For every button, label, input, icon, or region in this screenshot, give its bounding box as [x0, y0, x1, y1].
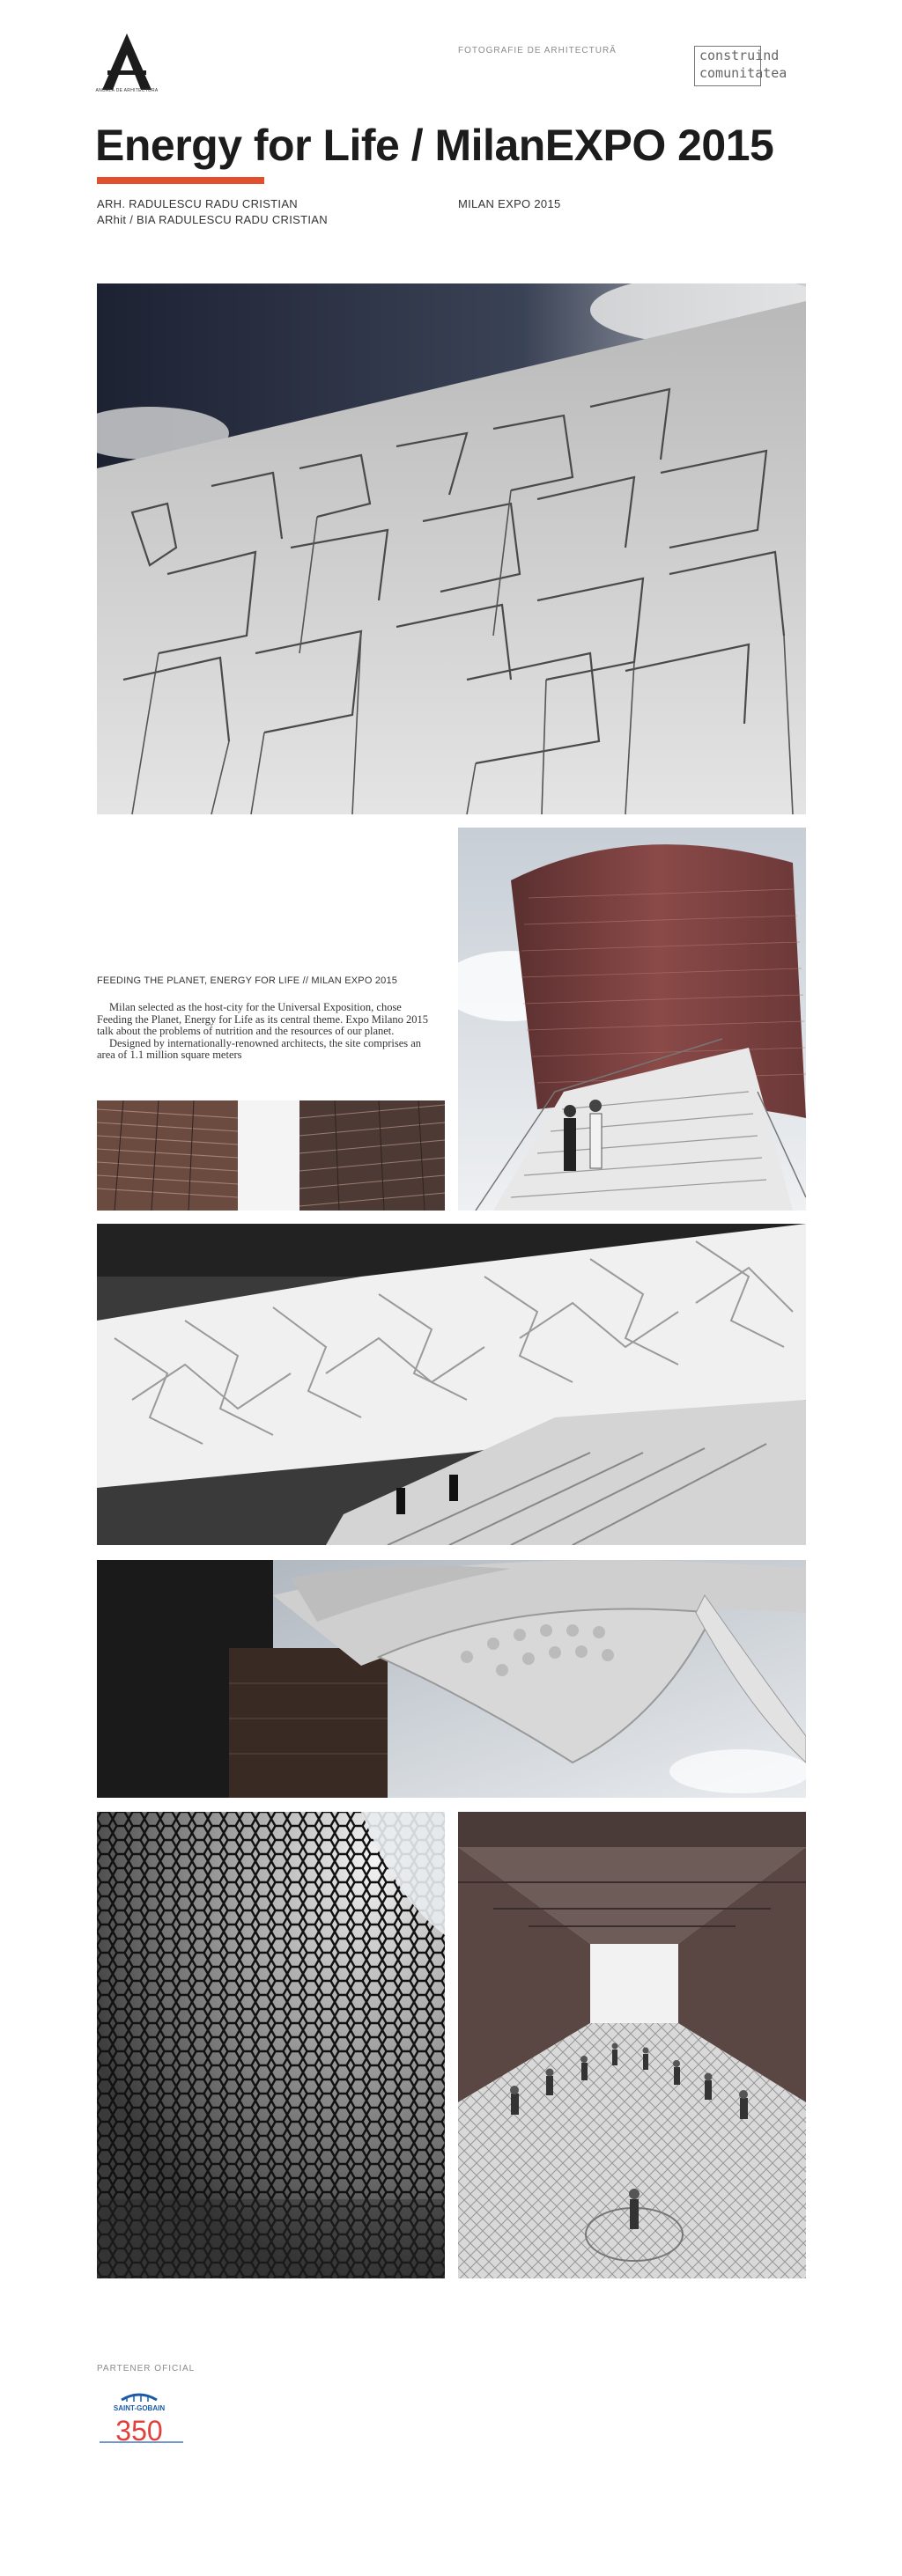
photo-copper-pavilion — [458, 828, 806, 1211]
photo-canopy-structures — [97, 1560, 806, 1798]
body-text — [97, 1002, 436, 1062]
photo-lattice-pavilion — [97, 1224, 806, 1545]
author-line-2: ARhit / BIA RADULESCU RADU CRISTIAN — [97, 213, 328, 226]
category-label: FOTOGRAFIE DE ARHITECTURĂ — [458, 46, 617, 55]
photo-facade-lettering — [97, 283, 806, 814]
sponsor-number: 350 — [115, 2415, 163, 2447]
author-line-1: ARH. RADULESCU RADU CRISTIAN — [97, 197, 298, 210]
partner-logo-line2: comunitatea — [699, 65, 787, 81]
body-paragraph-1: Milan selected as the host-city for the Universal Exposition, chose Feeding the Planet, Energy for Life as its central theme. Expo Milano 2015 talk about the problems of nutrition and the resources of our planet. — [97, 1001, 429, 1037]
partner-label: PARTENER OFICIAL — [97, 2364, 196, 2374]
construind-comunitatea-logo — [694, 46, 787, 86]
title-underline — [97, 177, 264, 184]
photo-net-walkway — [458, 1812, 806, 2278]
anuala-logo-icon — [95, 32, 159, 93]
photo-hive-mesh — [97, 1812, 445, 2278]
saint-gobain-350-logo — [95, 2388, 201, 2449]
photo-louver-facade — [97, 1100, 445, 1211]
logo-caption: ANUALA DE ARHITECTURA — [95, 88, 159, 93]
sponsor-name: SAINT-GOBAIN — [113, 2404, 166, 2412]
page-title: Energy for Life / MilanEXPO 2015 — [95, 121, 774, 170]
project-name: MILAN EXPO 2015 — [458, 197, 561, 210]
body-paragraph-2: Designed by internationally-renowned architects, the site comprises an area of 1.1 million square meters — [97, 1036, 422, 1061]
partner-logo-line1: construind — [699, 48, 780, 63]
section-heading: FEEDING THE PLANET, ENERGY FOR LIFE // MILAN EXPO 2015 — [97, 975, 398, 986]
